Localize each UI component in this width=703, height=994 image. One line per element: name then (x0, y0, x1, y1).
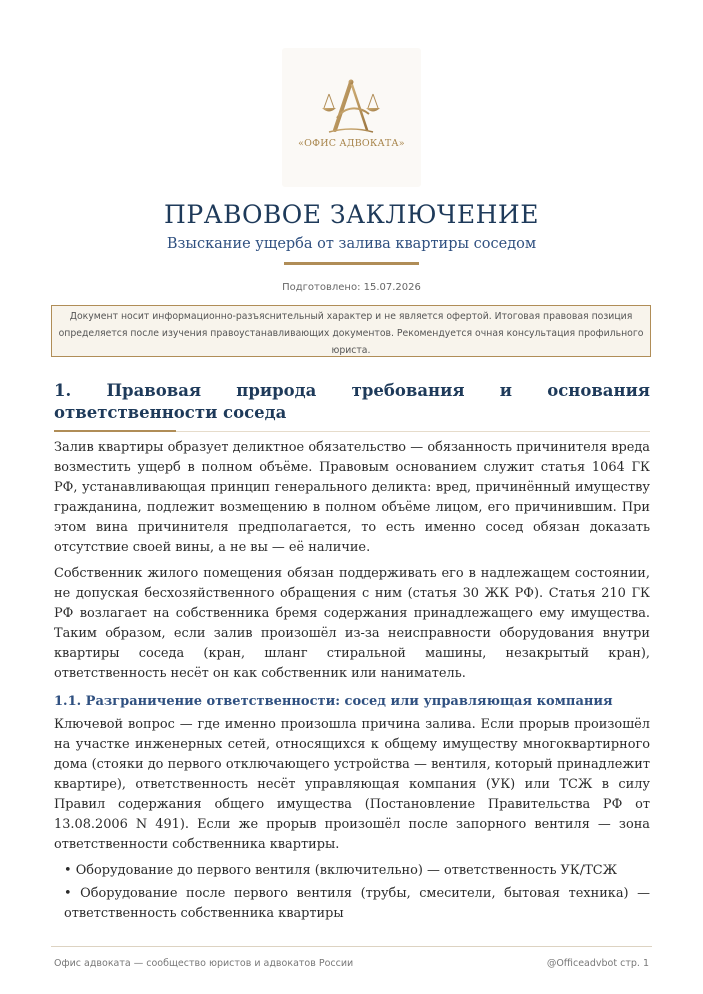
list-item: • Оборудование до первого вентиля (включительно) — ответственность УК/ТСЖ (64, 863, 618, 878)
section-heading-accent (54, 430, 176, 432)
logo (282, 48, 421, 187)
scales-of-justice-icon (315, 78, 387, 138)
title-divider (284, 262, 419, 265)
section-1-paragraph-2: Собственник жилого помещения обязан поддерживать его в надлежащем состоянии, не допуская бесхозяйственного обращения с ним (статья 30 ЖК РФ). Статья 210 ГК РФ возлагает на собственника бремя содержания принадлежащего ему имущества. Таким образом, если залив произошёл из-за неисправности оборудования внутри квартиры соседа (кран, шланг стиральной машины, незакрытый кран), ответственность несёт он как собственник или наниматель. (54, 566, 650, 681)
logo-text: «ОФИС АДВОКАТА» (298, 138, 405, 149)
section-1-heading: 1. Правовая природа требования и основания ответственности соседа (54, 381, 650, 422)
section-1-1-paragraph: Ключевой вопрос — где именно произошла причина залива. Если прорыв произошёл на участке инженерных сетей, относящихся к общему имуществу многоквартирного дома (стояки до первого отключающего устройства — вентиля, который принадлежит квартире), ответственность несёт управляющая компания (УК) или ТСЖ в силу Правил содержания общего имущества (Постановление Правительства РФ от 13.08.2006 N 491). Если же прорыв произошёл после запорного вентиля — зона ответственности собственника квартиры. (54, 717, 650, 852)
page-subtitle: Взыскание ущерба от залива квартиры соседом (166, 236, 537, 252)
prepared-date: Подготовлено: 15.07.2026 (282, 282, 421, 293)
section-1-1-heading: 1.1. Разграничение ответственности: сосед или управляющая компания (54, 694, 613, 709)
disclaimer-box: Документ носит информационно-разъяснительный характер и не является офертой. Итоговая правовая позиция определяется после изучения правоустанавливающих документов. Рекомендуется очная консультация профильного юриста. (51, 305, 651, 357)
list-item: • Оборудование после первого вентиля (трубы, смесители, бытовая техника) — ответственность собственника квартиры (64, 886, 650, 921)
footer-organization: Офис адвоката — сообщество юристов и адвокатов России (54, 958, 354, 969)
footer-page-info: @Officeadvbot стр. 1 (546, 958, 649, 969)
section-1-paragraph-1: Залив квартиры образует деликтное обязательство — обязанность причинителя вреда возместить ущерб в полном объёме. Правовым основанием служит статья 1064 ГК РФ, устанавливающая принцип генерального деликта: вред, причинённый имуществу гражданина, подлежит возмещению в полном объёме лицом, его причинившим. При этом вина причинителя предполагается, то есть именно сосед обязан доказать отсутствие своей вины, а не вы — её наличие. (54, 440, 650, 555)
footer-divider (51, 946, 652, 947)
page-title: ПРАВОВОЕ ЗАКЛЮЧЕНИЕ (164, 200, 539, 229)
